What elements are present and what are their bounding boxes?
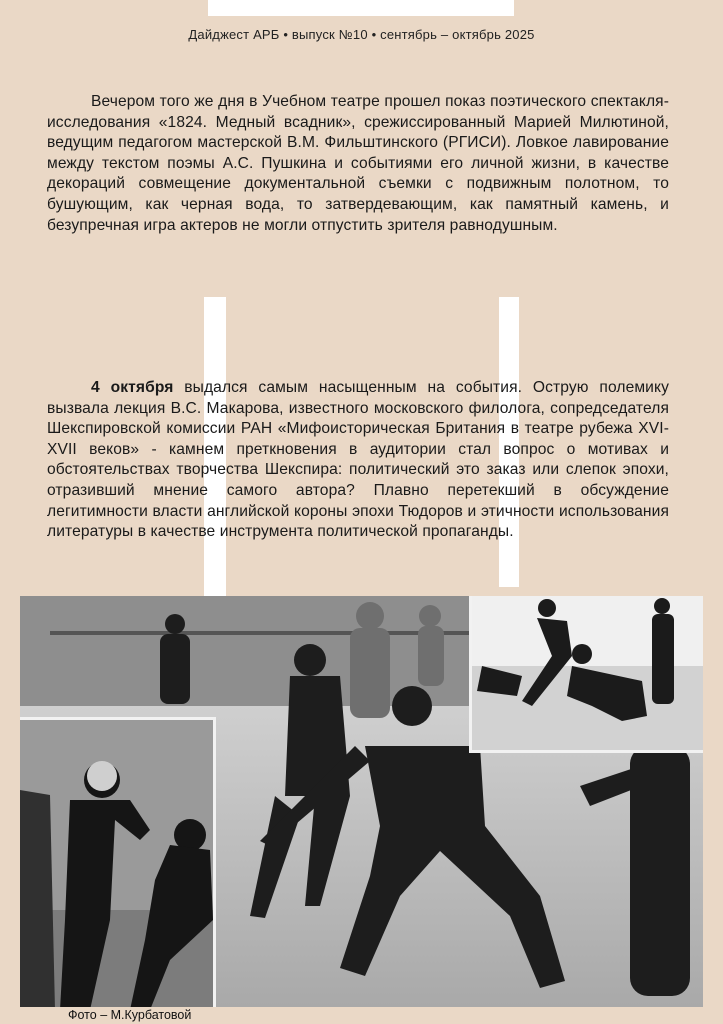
decorative-top-bar (208, 0, 514, 16)
partner-exercise-photo (20, 717, 216, 1007)
digest-header: Дайджест АРБ • выпуск №10 • сентябрь – октябрь 2025 (188, 27, 535, 42)
floor-movement-photo (469, 596, 703, 753)
date-highlight: 4 октября (91, 379, 174, 396)
paragraph-october-4-text: выдался самым насыщенным на события. Острую полемику вызвала лекция В.С. Макарова, известного московского филолога, сопредседателя Шекспировской комиссии РАН «Мифоисторическая Британия в театре рубежа XVI-XVII веков» - камнем преткновения в аудитории стал вопрос о мотивах и обстоятельствах творчества Шекспира: политический это заказ или слепок эпохи, отразивший мнение самого автора? Плавно перетекший в обсуждение легитимности власти английской короны эпохи Тюдоров и этичности использования литературы в качестве инструмента политической пропаганды. (47, 379, 669, 541)
paragraph-october-4 (47, 378, 669, 543)
paragraph-theatre-show: Вечером того же дня в Учебном театре прошел показ поэтического спектакля-исследования «1824. Медный всадник», срежиссированный Марией Милютиной, ведущим педагогом мастерской В.М. Фильштинского (РГИСИ). Ловкое лавирование между текстом поэмы А.С. Пушкина и событиями его личной жизни, в качестве декораций совмещение документальной съемки с подвижным полотном, то бушующим, как черная вода, то затвердевающим, как памятный камень, и безупречная игра актеров не могли отпустить зрителя равнодушным. (47, 93, 669, 234)
photo-caption: Фото – М.Курбатовой (68, 1008, 192, 1022)
photo-collage (20, 596, 703, 1007)
